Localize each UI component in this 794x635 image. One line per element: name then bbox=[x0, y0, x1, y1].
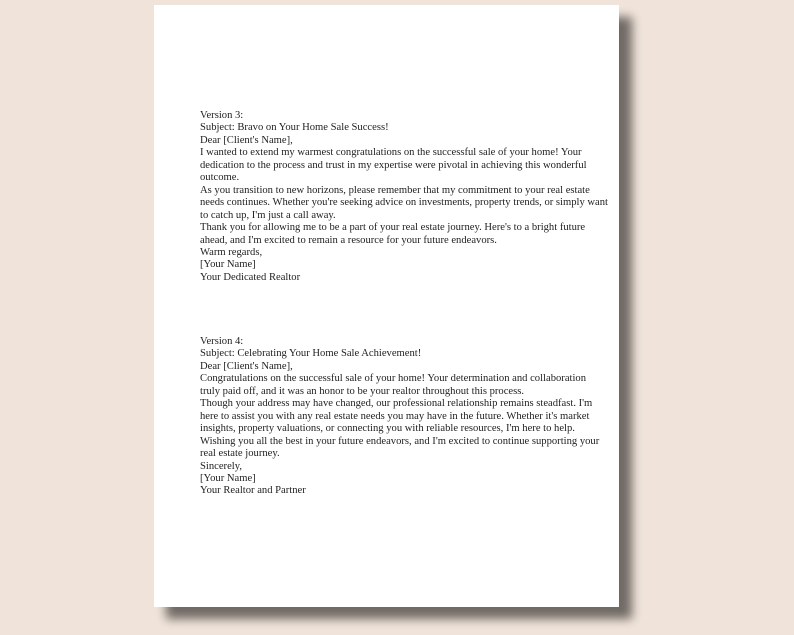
letter-line: Your Realtor and Partner bbox=[200, 485, 306, 497]
letter-line: ahead, and I'm excited to remain a resource for your future endeavors. bbox=[200, 234, 497, 246]
letter-line: Dear [Client's Name], bbox=[200, 360, 293, 372]
letter-line: Though your address may have changed, our professional relationship remains steadfast. I'm bbox=[200, 398, 593, 410]
letter-line: [Your Name] bbox=[200, 472, 256, 484]
letter-line: insights, property valuations, or connecting you with reliable resources, I'm here to help. bbox=[200, 423, 575, 435]
letter-line: Dear [Client's Name], bbox=[200, 134, 293, 146]
letter-version-4 bbox=[200, 336, 599, 498]
letter-line: Thank you for allowing me to be a part of your real estate journey. Here's to a bright future bbox=[200, 222, 586, 234]
letter-line: As you transition to new horizons, please remember that my commitment to your real estate bbox=[200, 184, 590, 196]
letter-line: here to assist you with any real estate needs you may have in the future. Whether it's market bbox=[200, 410, 590, 422]
letter-line: needs continues. Whether you're seeking advice on investments, property trends, or simply want bbox=[200, 197, 608, 209]
letter-line: Your Dedicated Realtor bbox=[200, 271, 301, 283]
letter-line: [Your Name] bbox=[200, 259, 256, 271]
letter-line: truly paid off, and it was an honor to be your realtor throughout this process. bbox=[200, 385, 525, 397]
letter-version-3 bbox=[200, 110, 608, 284]
document-page bbox=[154, 5, 619, 607]
letter-line: Warm regards, bbox=[200, 246, 263, 258]
letter-line: Version 4: bbox=[200, 336, 244, 347]
letter-line: Subject: Bravo on Your Home Sale Success! bbox=[200, 122, 389, 134]
letter-line: outcome. bbox=[200, 172, 240, 184]
letter-line: Congratulations on the successful sale of your home! Your determination and collaboration bbox=[200, 373, 586, 385]
letter-line: Version 3: bbox=[200, 110, 244, 121]
letter-line: Sincerely, bbox=[200, 460, 242, 472]
letter-line: Subject: Celebrating Your Home Sale Achievement! bbox=[200, 348, 422, 360]
letter-line: Wishing you all the best in your future endeavors, and I'm excited to continue supporting your bbox=[200, 435, 600, 447]
letter-line: dedication to the process and trust in my expertise were pivotal in achieving this wonderful bbox=[200, 159, 587, 171]
letter-line: to catch up, I'm just a call away. bbox=[200, 209, 336, 221]
letter-line: real estate journey. bbox=[200, 448, 280, 460]
letter-line: I wanted to extend my warmest congratulations on the successful sale of your home! Your bbox=[200, 147, 582, 159]
